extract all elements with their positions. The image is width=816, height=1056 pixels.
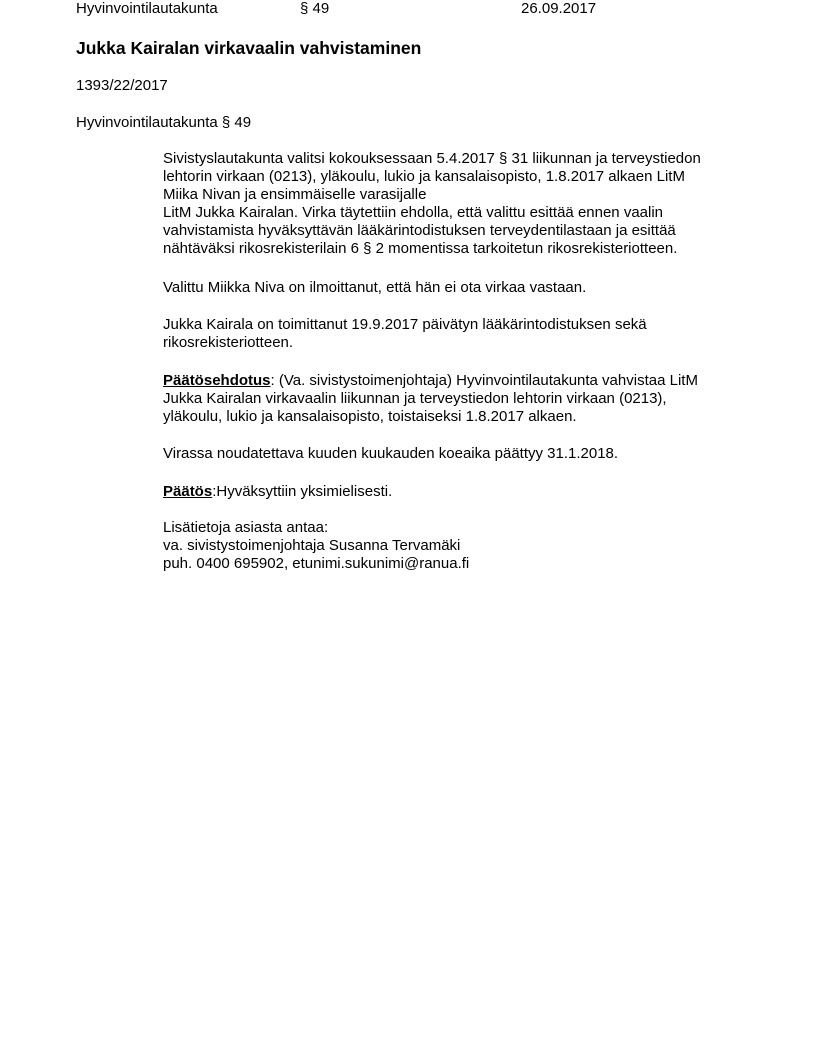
text-line: LitM Jukka Kairalan. Virka täytettiin ehdolla, että valittu esittää ennen vaalin bbox=[163, 204, 664, 221]
text-line: Jukka Kairala on toimittanut 19.9.2017 päivätyn lääkärintodistuksen sekä bbox=[163, 316, 647, 333]
proposal-label: Päätösehdotus bbox=[163, 372, 271, 389]
contact-details: puh. 0400 695902, etunimi.sukunimi@ranua.fi bbox=[163, 555, 470, 572]
contact-intro: Lisätietoja asiasta antaa: bbox=[163, 519, 329, 536]
proposal-first-line bbox=[163, 372, 763, 390]
text-line: Jukka Kairalan virkavaalin liikunnan ja terveystiedon lehtorin virkaan (0213), bbox=[163, 390, 667, 407]
decision-label: Päätös bbox=[163, 483, 213, 500]
paragraph-probation bbox=[163, 445, 763, 463]
text-line: lehtorin virkaan (0213), yläkoulu, lukio ja kansalaisopisto, 1.8.2017 alkaen LitM bbox=[163, 168, 685, 185]
proposal-intro: : (Va. sivistystoimenjohtaja) Hyvinvointilautakunta vahvistaa LitM bbox=[270, 372, 698, 389]
contact-info bbox=[163, 519, 763, 573]
decision bbox=[163, 483, 763, 501]
text-line: Virassa noudatettava kuuden kuukauden koeaika päättyy 31.1.2018. bbox=[163, 445, 619, 462]
paragraph-election bbox=[163, 150, 763, 258]
page-title: Jukka Kairalan virkavaalin vahvistaminen bbox=[76, 38, 422, 58]
text-line: nähtäväksi rikosrekisterilain 6 § 2 momentissa tarkoitetun rikosrekisteriotteen. bbox=[163, 240, 678, 257]
text-line: Sivistyslautakunta valitsi kokouksessaan 5.4.2017 § 31 liikunnan ja terveystiedon bbox=[163, 150, 701, 167]
text-line: vahvistamista hyväksyttävän lääkärintodistuksen terveydentilastaan ja esittää bbox=[163, 222, 676, 239]
paragraph-documents bbox=[163, 316, 763, 352]
text-line: yläkoulu, lukio ja kansalaisopisto, toistaiseksi 1.8.2017 alkaen. bbox=[163, 408, 577, 425]
text-line: rikosrekisteriotteen. bbox=[163, 334, 294, 351]
header-committee: Hyvinvointilautakunta bbox=[76, 0, 218, 17]
contact-person: va. sivistystoimenjohtaja Susanna Tervamäki bbox=[163, 537, 461, 554]
paragraph-decline bbox=[163, 279, 763, 297]
record-number: 1393/22/2017 bbox=[76, 77, 168, 94]
header-section: § 49 bbox=[300, 0, 330, 17]
decision-line bbox=[163, 483, 763, 501]
decision-proposal bbox=[163, 372, 763, 426]
body-reference: Hyvinvointilautakunta § 49 bbox=[76, 114, 252, 131]
text-line: Miika Nivan ja ensimmäiselle varasijalle bbox=[163, 186, 427, 203]
header-date: 26.09.2017 bbox=[521, 0, 597, 17]
decision-text: :Hyväksyttiin yksimielisesti. bbox=[212, 483, 393, 500]
text-line: Valittu Miikka Niva on ilmoittanut, että hän ei ota virkaa vastaan. bbox=[163, 279, 587, 296]
